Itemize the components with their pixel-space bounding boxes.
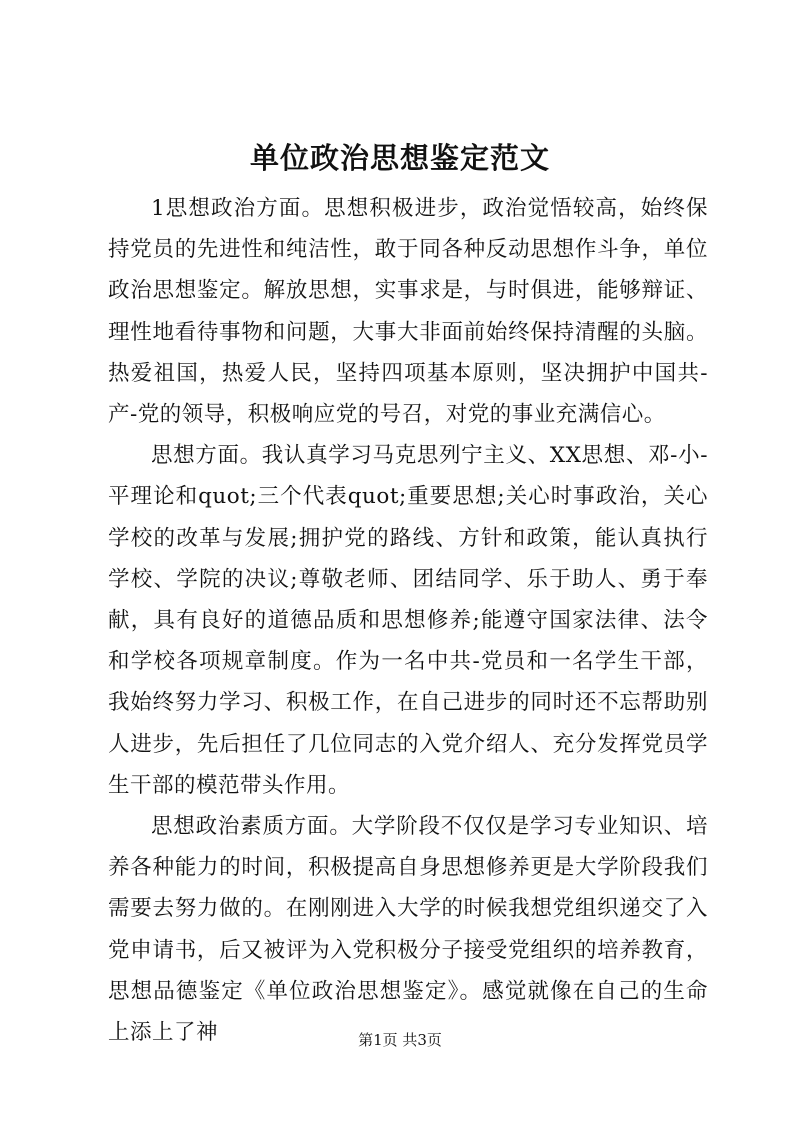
page-footer: 第1页 共3页 bbox=[358, 1031, 442, 1049]
document-title: 单位政治思想鉴定范文 bbox=[249, 141, 550, 175]
paragraph-1: 1思想政治方面。思想积极进步，政治觉悟较高，始终保持党员的先进性和纯洁性，敢于同各种反动思想作斗争，单位政治思想鉴定。解放思想，实事求是，与时俱进，能够辩证、理性地看待事物和问题，大事大非面前始终保持清醒的头脑。热爱祖国，热爱人民，坚持四项基本原则，坚决拥护中国共-产-党的领导，积极响应党的号召，对党的事业充满信心。 bbox=[108, 196, 708, 428]
document-body bbox=[108, 188, 708, 1053]
paragraph-3: 思想政治素质方面。大学阶段不仅仅是学习专业知识、培养各种能力的时间，积极提高自身思想修养更是大学阶段我们需要去努力做的。在刚刚进入大学的时候我想党组织递交了入党申请书，后又被评为入党积极分子接受党组织的培养教育，思想品德鉴定《单位政治思想鉴定》。感觉就像在自己的生命上添上了神 bbox=[108, 814, 708, 1046]
paragraph-2: 思想方面。我认真学习马克思列宁主义、XX思想、邓-小-平理论和quot;三个代表quot;重要思想;关心时事政治，关心学校的改革与发展;拥护党的路线、方针和政策，能认真执行学校、学院的决议;尊敬老师、团结同学、乐于助人、勇于奉献，具有良好的道德品质和思想修养;能遵守国家法律、法令和学校各项规章制度。作为一名中共-党员和一名学生干部，我始终努力学习、积极工作，在自己进步的同时还不忘帮助别人进步，先后担任了几位同志的入党介绍人、充分发挥党员学生干部的模范带头作用。 bbox=[108, 443, 708, 798]
